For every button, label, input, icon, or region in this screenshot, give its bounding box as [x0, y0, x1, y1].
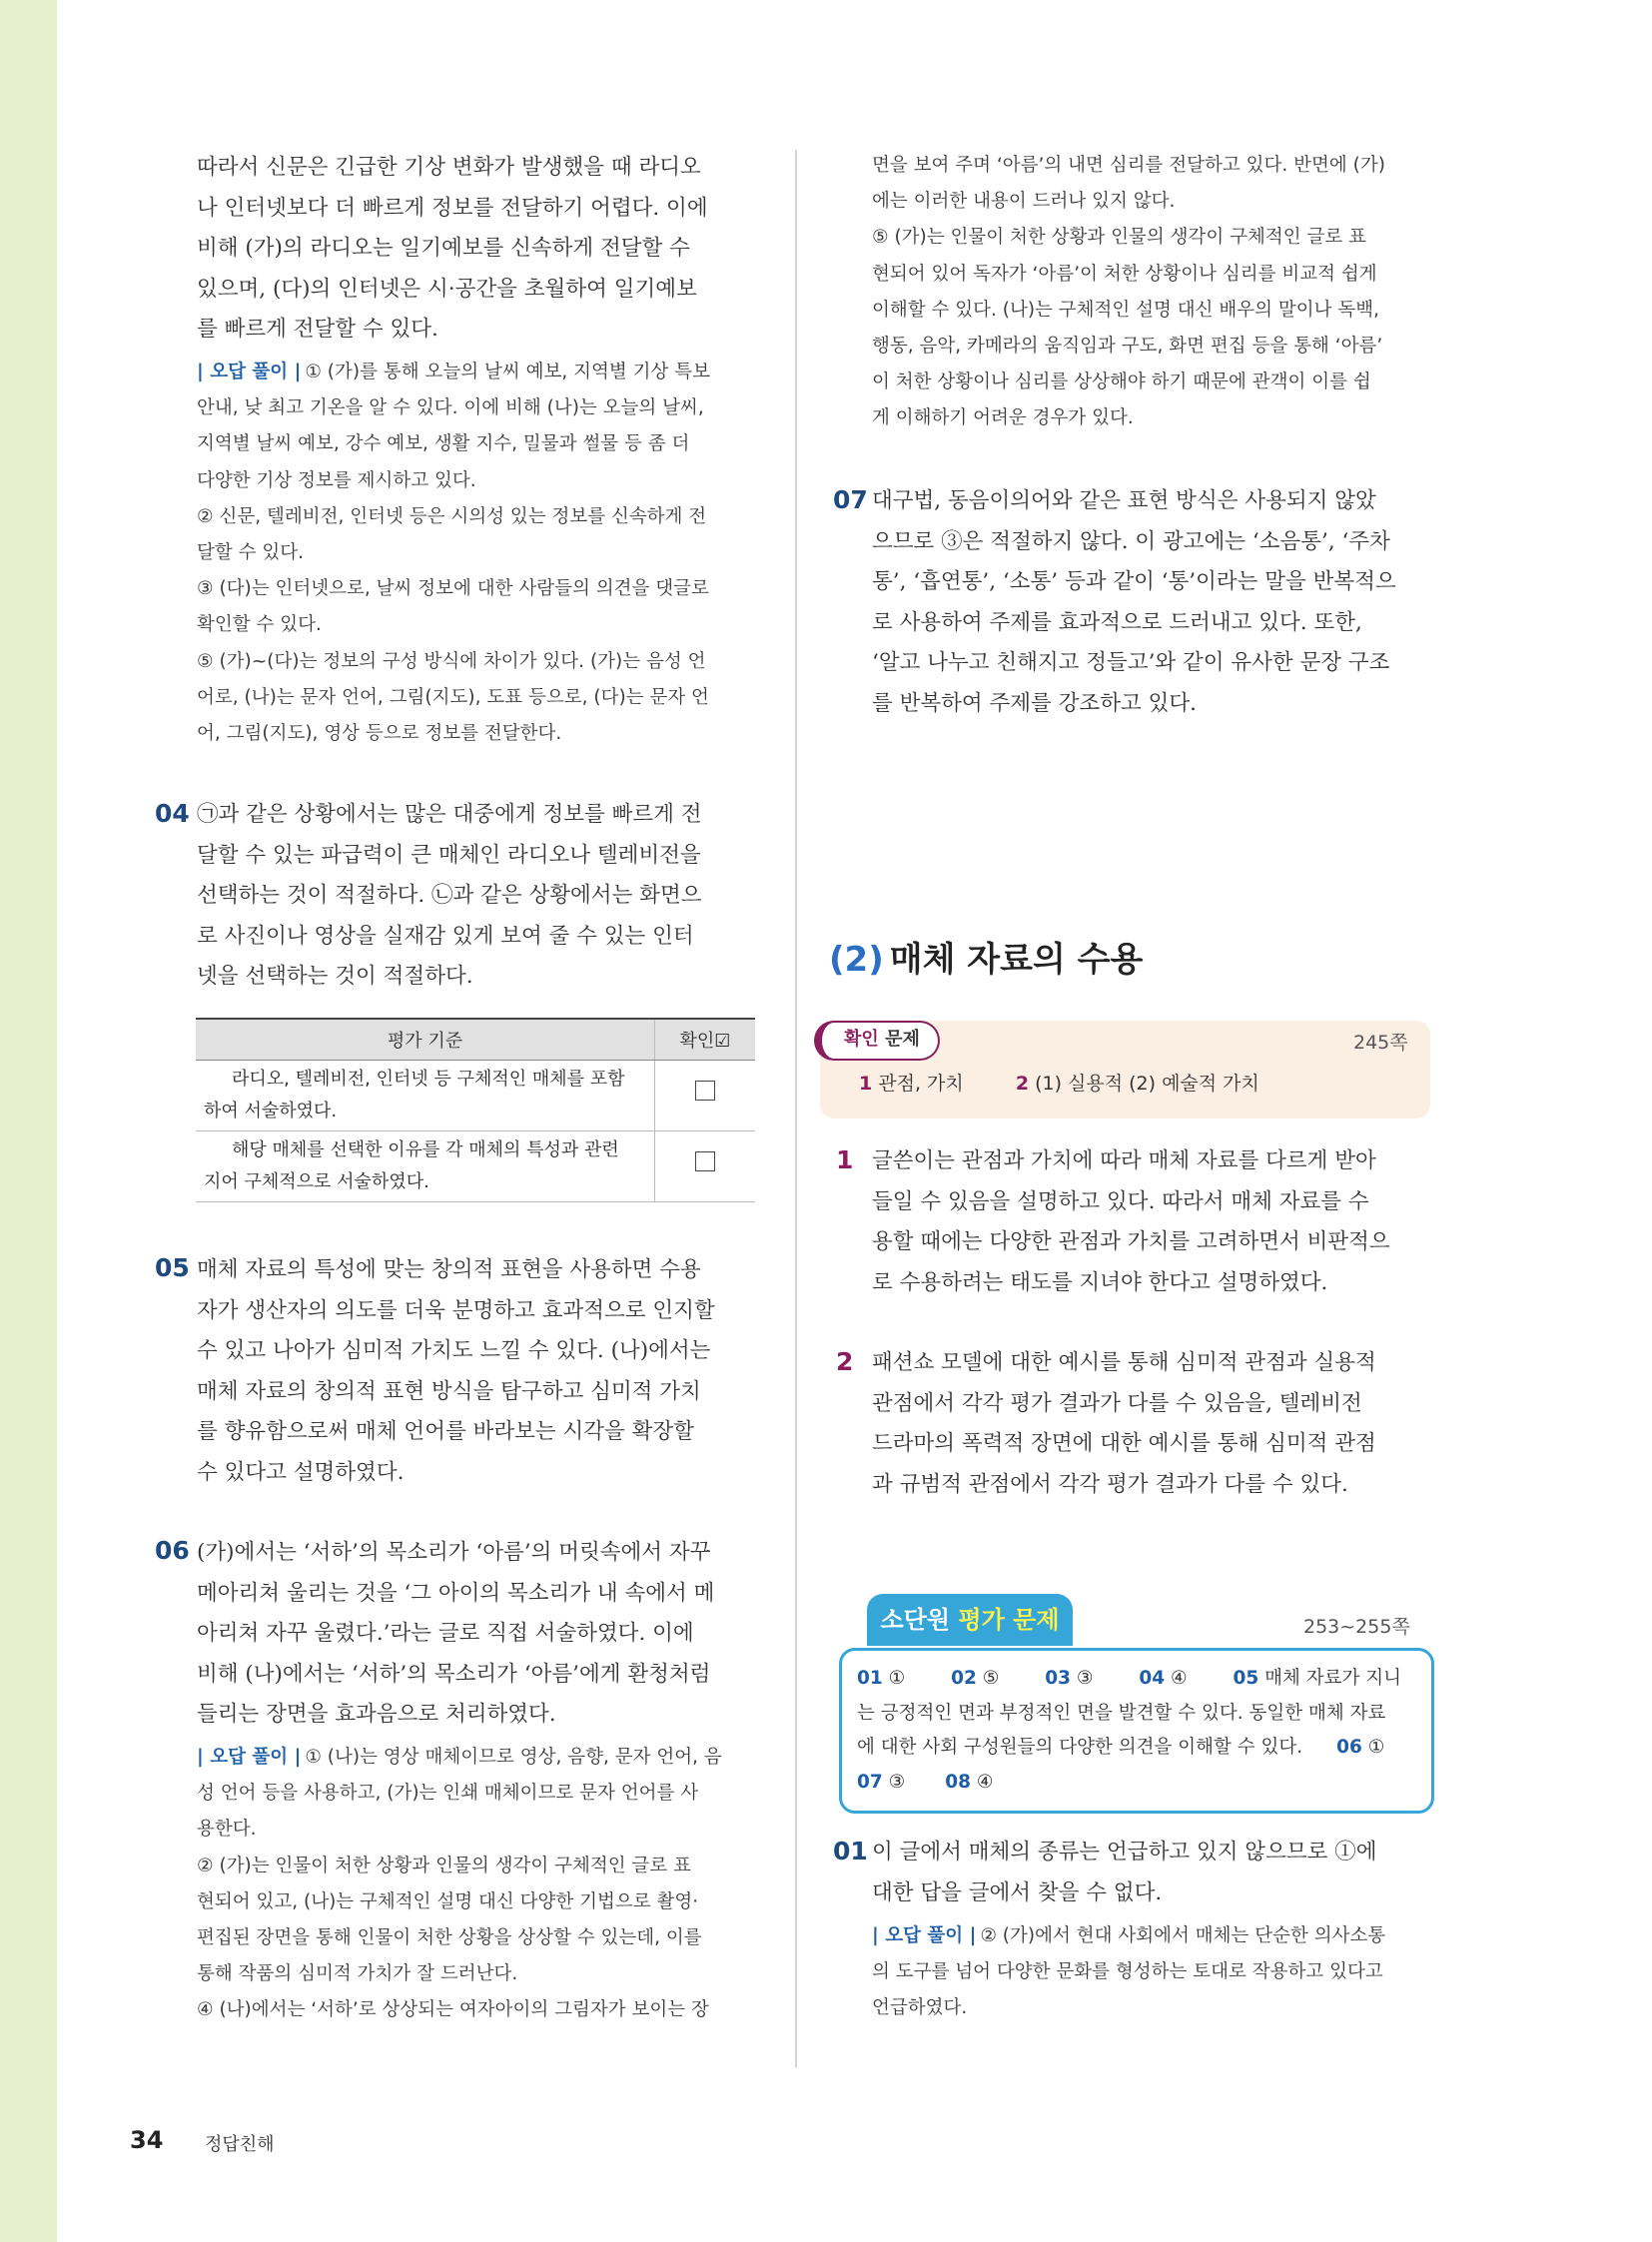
answer-text: 관점, 가치 [878, 1073, 964, 1095]
text-line: ② (가)는 인물이 처한 상황과 인물의 생각이 구체적인 글로 표 [197, 1855, 691, 1876]
text-line: 현되어 있고, (나)는 구체적인 설명 대신 다양한 기법으로 촬영· [197, 1890, 699, 1912]
unit-ans: ④ [976, 1771, 994, 1793]
text-line: 통’, ‘흡연통’, ‘소통’ 등과 같이 ‘통’이라는 말을 반복적으 [872, 569, 1396, 595]
text-line: 언급하였다. [872, 1997, 968, 2019]
text-line: 넷을 선택하는 것이 적절하다. [197, 964, 473, 990]
text-line: 편집된 장면을 통해 인물이 처한 상황을 상상할 수 있는데, 이를 [197, 1927, 702, 1949]
text-line: 의 도구를 넘어 다양한 문화를 형성하는 토대로 작용하고 있다고 [872, 1961, 1383, 1983]
criteria-cell [196, 1131, 655, 1202]
side-color-strip [0, 0, 57, 2242]
unit-line-4 [857, 1766, 1416, 1801]
unit-tab-b: 평가 문제 [958, 1606, 1060, 1634]
text-line: 나 인터넷보다 더 빠르게 정보를 전달하기 어렵다. 이에 [197, 195, 708, 221]
text-line: ⑤ (가)~(다)는 정보의 구성 방식에 차이가 있다. (가)는 음성 언 [197, 650, 706, 672]
solution-first-line: ① (가)를 통해 오늘의 날씨 예보, 지역별 기상 특보 [305, 362, 710, 382]
text-line: 패션쇼 모델에 대한 예시를 통해 심미적 관점과 실용적 [872, 1350, 1376, 1375]
continued-solution [872, 148, 1436, 437]
unit-page-ref: 253~255쪽 [1303, 1616, 1410, 1638]
solution-lines [197, 390, 761, 752]
text-line: 이해할 수 있다. (나)는 구체적인 설명 대신 배우의 말이나 독백, [872, 299, 1380, 321]
text-line: 에는 이러한 내용이 드러나 있지 않다. [872, 191, 1176, 213]
solution-tag: | 오답 풀이 | [197, 1747, 302, 1768]
text-line: 확인할 수 있다. [197, 614, 322, 636]
text-line: 들리는 장면을 효과음으로 처리하였다. [197, 1702, 556, 1728]
criteria-line: 라디오, 텔레비전, 인터넷 등 구체적인 매체를 포함 [232, 1069, 625, 1090]
confirm-label-b: 문제 [885, 1029, 920, 1050]
text-line: 성 언어 등을 사용하고, (가)는 인쇄 매체이므로 문자 언어를 사 [197, 1783, 699, 1805]
solution-lines [872, 1954, 1436, 2026]
confirm-answers [859, 1069, 1259, 1096]
solution-first-line: ① (나)는 영상 매체이므로 영상, 음향, 문자 언어, 음 [305, 1747, 722, 1768]
text-line: 게 이해하기 어려운 경우가 있다. [872, 407, 1134, 429]
q01-answer [872, 1833, 1436, 1913]
unit-ans: ④ [1171, 1668, 1188, 1689]
text-line: 달할 수 있는 파급력이 큰 매체인 라디오나 텔레비전을 [197, 842, 701, 868]
checkbox[interactable] [695, 1081, 715, 1101]
unit-ans: ⑤ [982, 1668, 1000, 1689]
text-line: 행동, 음악, 카메라의 움직임과 구도, 화면 편집 등을 통해 ‘아름’ [872, 336, 1383, 358]
criteria-line: 지어 구체적으로 서술하였다. [204, 1171, 429, 1192]
text-line: 통해 작품의 심미적 가치가 잘 드러난다. [197, 1963, 518, 1985]
q05-answer [197, 1250, 761, 1494]
confirm-page-ref: 245쪽 [1353, 1032, 1408, 1054]
unit-qnum: 04 [1139, 1668, 1166, 1689]
criteria-line: 하여 서술하였다. [204, 1101, 338, 1121]
text-line: 관점에서 각각 평가 결과가 다를 수 있음을, 텔레비전 [872, 1390, 1362, 1416]
unit-line-3 [857, 1731, 1416, 1766]
text-line: 드라마의 폭력적 장면에 대한 예시를 통해 심미적 관점 [872, 1431, 1376, 1457]
unit-qnum: 07 [857, 1771, 883, 1793]
text-line: 메아리쳐 울리는 것을 ‘그 아이의 목소리가 내 속에서 메 [197, 1580, 715, 1606]
unit-test-tab [867, 1594, 1073, 1646]
text-line: 용한다. [197, 1819, 257, 1841]
text-line: 지역별 날씨 예보, 강수 예보, 생활 지수, 밀물과 썰물 등 좀 더 [197, 433, 690, 455]
section-heading [829, 932, 1143, 981]
unit-line-3-text: 에 대한 사회 구성원들의 다양한 의견을 이해할 수 있다. [857, 1737, 1303, 1758]
unit-qnum: 01 [857, 1668, 883, 1689]
answer-number: 1 [859, 1073, 873, 1095]
unit-tab-a: 소단원 [880, 1606, 951, 1634]
text-line: 로 사진이나 영상을 실재감 있게 보여 줄 수 있는 인터 [197, 923, 694, 949]
question-number: 04 [155, 799, 190, 828]
text-line: 수 있다고 설명하였다. [197, 1459, 405, 1485]
text-line: 이 글에서 매체의 종류는 언급하고 있지 않으므로 ①에 [872, 1840, 1377, 1865]
intro-solution [197, 355, 761, 752]
unit-qnum: 06 [1336, 1737, 1362, 1758]
text-line: ⑤ (가)는 인물이 처한 상황과 인물의 생각이 구체적인 글로 표 [872, 227, 1366, 249]
text-line: 으므로 ③은 적절하지 않다. 이 광고에는 ‘소음통’, ‘주차 [872, 528, 1390, 554]
q07-answer [872, 481, 1436, 725]
text-line: 로 수용하려는 태도를 지녀야 한다고 설명하였다. [872, 1269, 1328, 1295]
q01-solution [872, 1918, 1436, 2027]
answer-number: 2 [1015, 1073, 1030, 1095]
text-line: 를 빠르게 전달할 수 있다. [197, 317, 438, 343]
section-number: (2) [829, 940, 884, 980]
solution-first-line: ② (가)에서 현대 사회에서 매체는 단순한 의사소통 [980, 1925, 1386, 1946]
page-number: 34 [130, 2126, 164, 2154]
criteria-line: 해당 매체를 선택한 이유를 각 매체의 특성과 관련 [232, 1139, 619, 1160]
text-line: 따라서 신문은 긴급한 기상 변화가 발생했을 때 라디오 [197, 155, 701, 180]
solution-lines [197, 1776, 761, 2028]
solution-tag: | 오답 풀이 | [872, 1925, 977, 1946]
unit-qnum: 05 [1233, 1668, 1259, 1689]
footer-label: 정답친해 [205, 2134, 275, 2155]
unit-ans: ③ [888, 1771, 906, 1793]
text-line: ② 신문, 텔레비전, 인터넷 등은 시의성 있는 정보를 신속하게 전 [197, 505, 707, 527]
unit-line-1 [857, 1662, 1416, 1697]
evaluation-table [196, 1018, 755, 1202]
text-line: 로 사용하여 주제를 효과적으로 드러내고 있다. 또한, [872, 609, 1362, 635]
text-line: 다양한 기상 정보를 제시하고 있다. [197, 469, 476, 491]
unit-qnum: 08 [945, 1771, 971, 1793]
header-criteria: 평가 기준 [196, 1019, 655, 1061]
text-line: 과 규범적 관점에서 각각 평가 결과가 다를 수 있다. [872, 1471, 1348, 1497]
question-number: 01 [833, 1837, 868, 1866]
text-line: 어로, (나)는 문자 언어, 그림(지도), 도표 등으로, (다)는 문자 언 [197, 686, 709, 708]
table-row [196, 1061, 755, 1131]
text-line: 있으며, (다)의 인터넷은 시·공간을 초월하여 일기예보 [197, 276, 697, 302]
q06-answer [197, 1533, 761, 1736]
section-title: 매체 자료의 수용 [889, 940, 1144, 980]
text-line: 대한 답을 글에서 찾을 수 없다. [872, 1879, 1163, 1905]
question-number: 06 [155, 1536, 190, 1565]
text-line: 들일 수 있음을 설명하고 있다. 따라서 매체 자료를 수 [872, 1188, 1369, 1214]
text-line: 비해 (나)에서는 ‘서하’의 목소리가 ‘아름’에게 환청처럼 [197, 1661, 711, 1687]
text-line: 면을 보여 주며 ‘아름’의 내면 심리를 전달하고 있다. 반면에 (가) [872, 155, 1385, 176]
question-number: 2 [836, 1347, 854, 1376]
q2-answer [872, 1343, 1436, 1505]
text-line: 를 향유함으로써 매체 언어를 바라보는 시각을 확장할 [197, 1419, 694, 1445]
unit-ans: ① [1367, 1737, 1385, 1758]
text-line: 매체 자료의 창의적 표현 방식을 탐구하고 심미적 가치 [197, 1378, 701, 1404]
text-line: 아리쳐 자꾸 울렸다.’라는 글로 직접 서술하였다. 이에 [197, 1621, 694, 1647]
confirm-label [814, 1021, 940, 1061]
unit-ans: 매체 자료가 지니 [1264, 1668, 1401, 1689]
text-line: 매체 자료의 특성에 맞는 창의적 표현을 사용하면 수용 [197, 1257, 701, 1282]
text-line: 글쓴이는 관점과 가치에 따라 매체 자료를 다르게 받아 [872, 1148, 1376, 1173]
question-number: 05 [155, 1253, 190, 1282]
text-line: 대구법, 동음이의어와 같은 표현 방식은 사용되지 않았 [872, 488, 1376, 513]
unit-ans: ① [888, 1668, 906, 1689]
unit-ans: ③ [1076, 1668, 1094, 1689]
text-line: ‘알고 나누고 친해지고 정들고’와 같이 유사한 문장 구조 [872, 650, 1390, 676]
text-line: ③ (다)는 인터넷으로, 날씨 정보에 대한 사람들의 의견을 댓글로 [197, 578, 709, 600]
header-check: 확인☑ [655, 1019, 756, 1061]
table-row [196, 1131, 755, 1202]
unit-qnum: 02 [951, 1668, 977, 1689]
text-line: 비해 (가)의 라디오는 일기예보를 신속하게 전달할 수 [197, 236, 690, 262]
checkbox[interactable] [695, 1151, 715, 1171]
text-line: 어, 그림(지도), 영상 등으로 정보를 전달한다. [197, 723, 562, 745]
unit-answers [857, 1662, 1416, 1800]
q04-answer [197, 795, 761, 998]
text-line: ④ (나)에서는 ‘서하’로 상상되는 여자아이의 그림자가 보이는 장 [197, 1999, 709, 2021]
text-line: 선택하는 것이 적절하다. ㉡과 같은 상황에서는 화면으 [197, 883, 702, 909]
text-line: 달할 수 있다. [197, 542, 304, 564]
solution-tag: | 오답 풀이 | [197, 362, 302, 382]
text-line: 이 처한 상황이나 심리를 상상해야 하기 때문에 관객이 이를 쉽 [872, 372, 1371, 393]
text-line: 자가 생산자의 의도를 더욱 분명하고 효과적으로 인지할 [197, 1297, 715, 1323]
text-line: 를 반복하여 주제를 강조하고 있다. [872, 690, 1197, 716]
text-line: 수 있고 나아가 심미적 가치도 느낄 수 있다. (나)에서는 [197, 1338, 711, 1364]
unit-line-2: 는 긍정적인 면과 부정적인 면을 발견할 수 있다. 동일한 매체 자료 [857, 1702, 1386, 1724]
intro-paragraph [197, 148, 761, 351]
check-cell[interactable] [655, 1061, 756, 1131]
text-line: 용할 때에는 다양한 관점과 가치를 고려하면서 비판적으 [872, 1229, 1390, 1255]
text-line: (가)에서는 ‘서하’의 목소리가 ‘아름’의 머릿속에서 자꾸 [197, 1540, 711, 1565]
confirm-label-a: 확인 [844, 1029, 879, 1050]
text-line: ㉠과 같은 상황에서는 많은 대중에게 정보를 빠르게 전 [197, 802, 702, 827]
check-cell[interactable] [655, 1131, 756, 1202]
criteria-cell [196, 1061, 655, 1131]
table-header-row [196, 1019, 755, 1061]
unit-qnum: 03 [1045, 1668, 1071, 1689]
q06-solution [197, 1740, 761, 2029]
text-line: 안내, 낮 최고 기온을 알 수 있다. 이에 비해 (나)는 오늘의 날씨, [197, 397, 704, 419]
question-number: 1 [836, 1145, 854, 1174]
column-divider [795, 150, 797, 2067]
text-line: 현되어 있어 독자가 ‘아름’이 처한 상황이나 심리를 비교적 쉽게 [872, 263, 1377, 285]
answer-text: (1) 실용적 (2) 예술적 가치 [1035, 1073, 1259, 1095]
q1-answer [872, 1141, 1436, 1303]
question-number: 07 [833, 485, 868, 514]
